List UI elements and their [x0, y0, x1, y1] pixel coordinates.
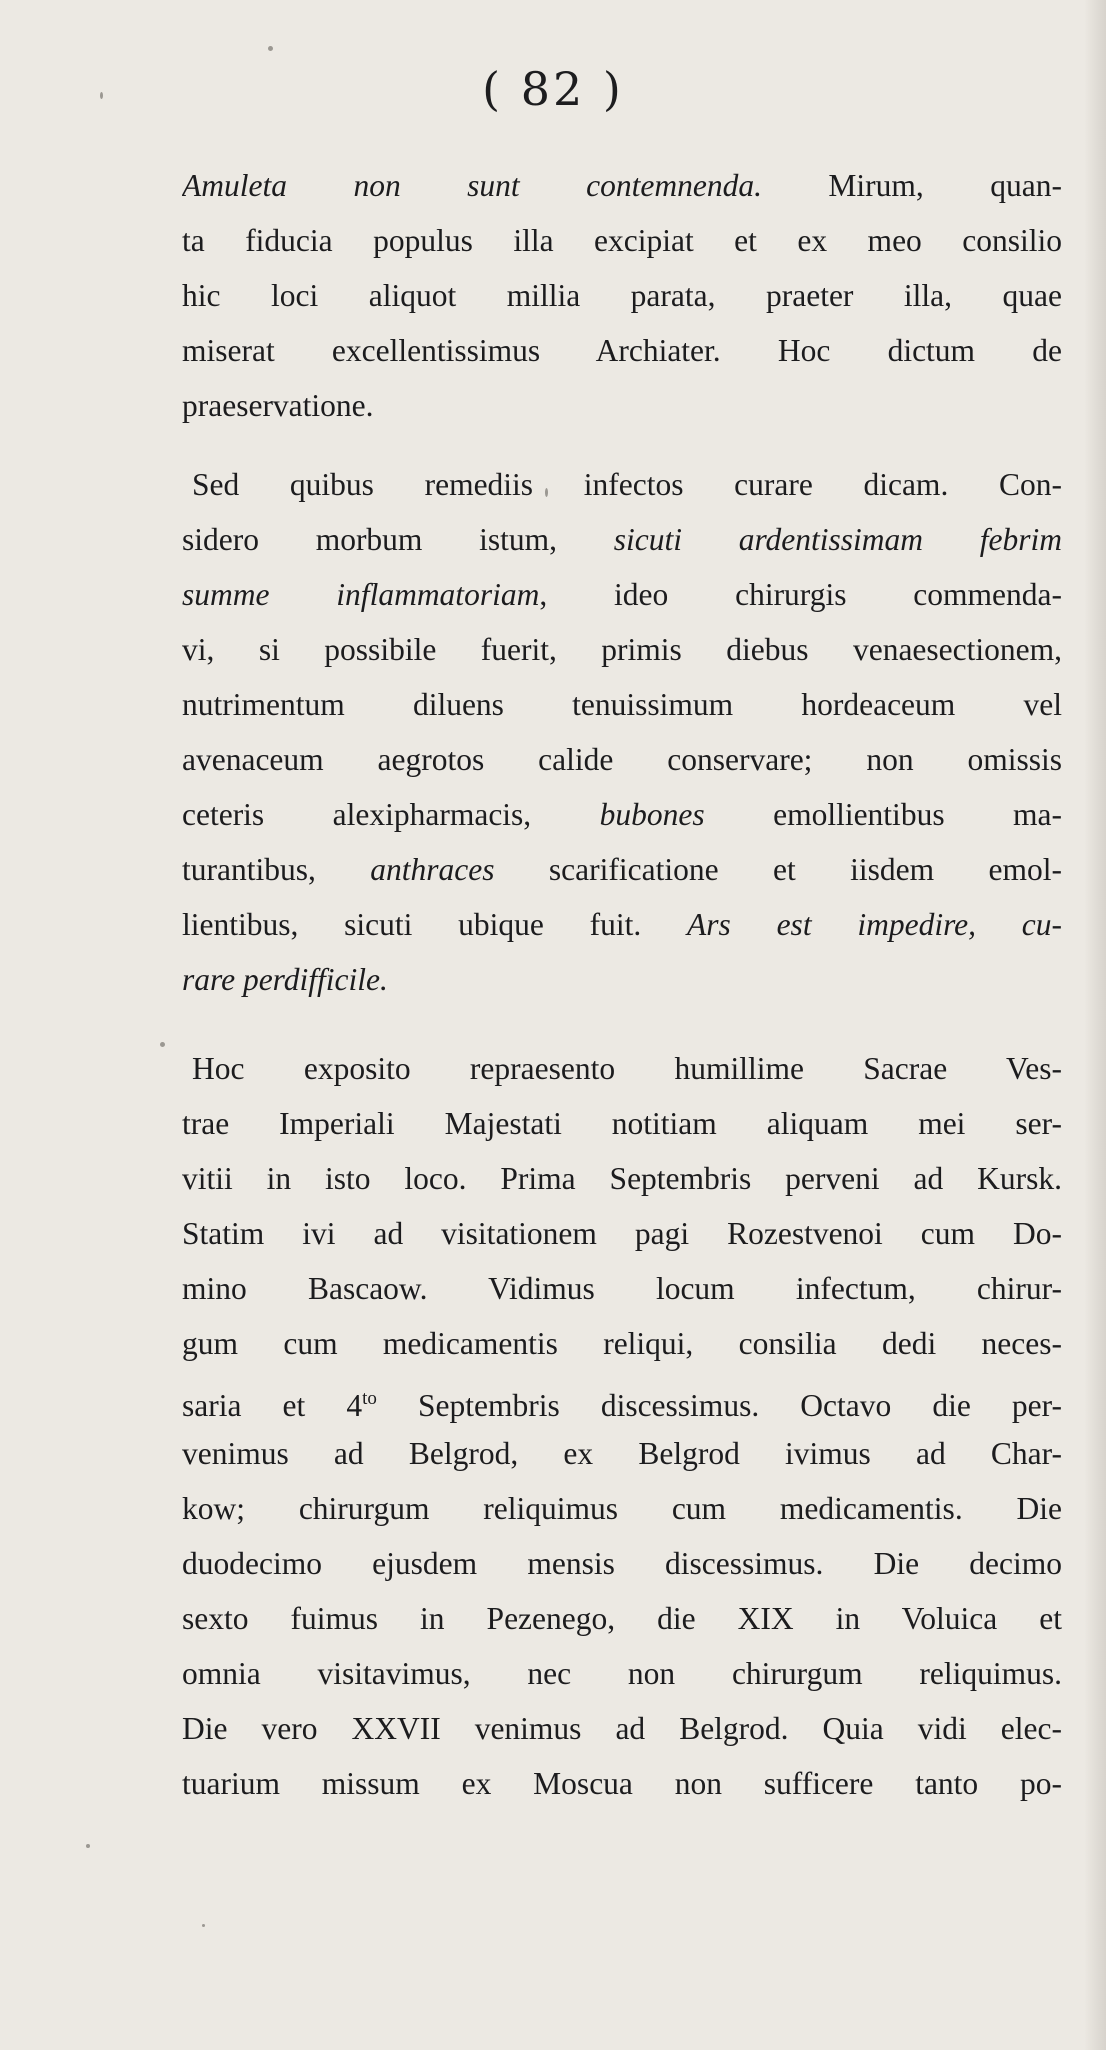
text-span: saria et 4: [182, 1388, 363, 1423]
emphasis-text: anthraces: [370, 852, 495, 887]
text-line: [182, 897, 1062, 952]
text-line: [182, 787, 1062, 842]
text-line: venimus ad Belgrod, ex Belgrod ivimus ad Char-: [182, 1436, 1062, 1471]
superscript: to: [362, 1388, 377, 1409]
text-span: , ideo chirurgis commenda-: [539, 577, 1062, 612]
text-line: miserat excellentissimus Archiater. Hoc dictum de: [182, 333, 1062, 368]
paragraph-first-line: Sed quibus remediis infectos curare dicam. Con-: [192, 467, 1062, 502]
emphasis-text: sicuti ardentissimam febrim: [613, 522, 1062, 557]
text-line: [182, 567, 1062, 622]
text-line: tuarium missum ex Moscua non sufficere tanto po-: [182, 1766, 1062, 1801]
page-edge-shadow: [1084, 0, 1106, 2050]
text-span: ceteris alexipharmacis,: [182, 797, 600, 832]
text-span: Septembris discessimus. Octavo die per-: [376, 1388, 1062, 1423]
text-line: Die vero XXVII venimus ad Belgrod. Quia vidi elec-: [182, 1711, 1062, 1746]
text-line: Statim ivi ad visitationem pagi Rozestvenoi cum Do-: [182, 1216, 1062, 1251]
text-line: nutrimentum diluens tenuissimum hordeaceum vel: [182, 687, 1062, 722]
text-line: praeservatione.: [182, 388, 374, 423]
text-line: ta fiducia populus illa excipiat et ex meo consilio: [182, 223, 1062, 258]
paper-speck: [86, 1844, 90, 1848]
text-span: emollientibus ma-: [704, 797, 1062, 832]
text-span: lientibus, sicuti ubique fuit.: [182, 907, 688, 942]
text-line: avenaceum aegrotos calide conservare; non omissis: [182, 742, 1062, 777]
paper-speck: [202, 1924, 205, 1927]
text-line: mino Bascaow. Vidimus locum infectum, chirur-: [182, 1271, 1062, 1306]
text-line: vi, si possibile fuerit, primis diebus venaesectionem,: [182, 632, 1062, 667]
text-span: sidero morbum istum,: [182, 522, 614, 557]
text-line: [182, 952, 1062, 1007]
text-span: turantibus,: [182, 852, 371, 887]
text-line: [182, 1371, 1062, 1426]
text-line: [182, 158, 1062, 213]
text-line: duodecimo ejusdem mensis discessimus. Die decimo: [182, 1546, 1062, 1581]
paper-speck: [268, 46, 273, 51]
text-line: trae Imperiali Majestati notitiam aliquam mei ser-: [182, 1106, 1062, 1141]
text-span: Mirum, quan-: [761, 168, 1062, 203]
text-line: vitii in isto loco. Prima Septembris perveni ad Kursk.: [182, 1161, 1062, 1196]
text-line: [182, 512, 1062, 567]
paragraph-first-line: Hoc exposito repraesento humillime Sacrae Ves-: [192, 1051, 1062, 1086]
text-line: omnia visitavimus, nec non chirurgum reliquimus.: [182, 1656, 1062, 1691]
text-span: scarificatione et iisdem emol-: [494, 852, 1062, 887]
text-line: sexto fuimus in Pezenego, die XIX in Voluica et: [182, 1601, 1062, 1636]
emphasis-text: Amuleta non sunt contemnenda.: [182, 168, 762, 203]
paper-speck: [160, 1042, 165, 1047]
emphasis-text: Ars est impedire, cu-: [687, 907, 1062, 942]
body-text: [182, 158, 1062, 1811]
text-line: gum cum medicamentis reliqui, consilia dedi neces-: [182, 1326, 1062, 1361]
text-line: hic loci aliquot millia parata, praeter illa, quae: [182, 278, 1062, 313]
text-line: kow; chirurgum reliquimus cum medicamentis. Die: [182, 1491, 1062, 1526]
text-line: [182, 842, 1062, 897]
page-number: ( 82 ): [482, 62, 624, 116]
emphasis-text: bubones: [599, 797, 705, 832]
emphasis-text: rare perdifficile.: [182, 962, 388, 997]
emphasis-text: summe inflammatoriam: [182, 577, 540, 612]
